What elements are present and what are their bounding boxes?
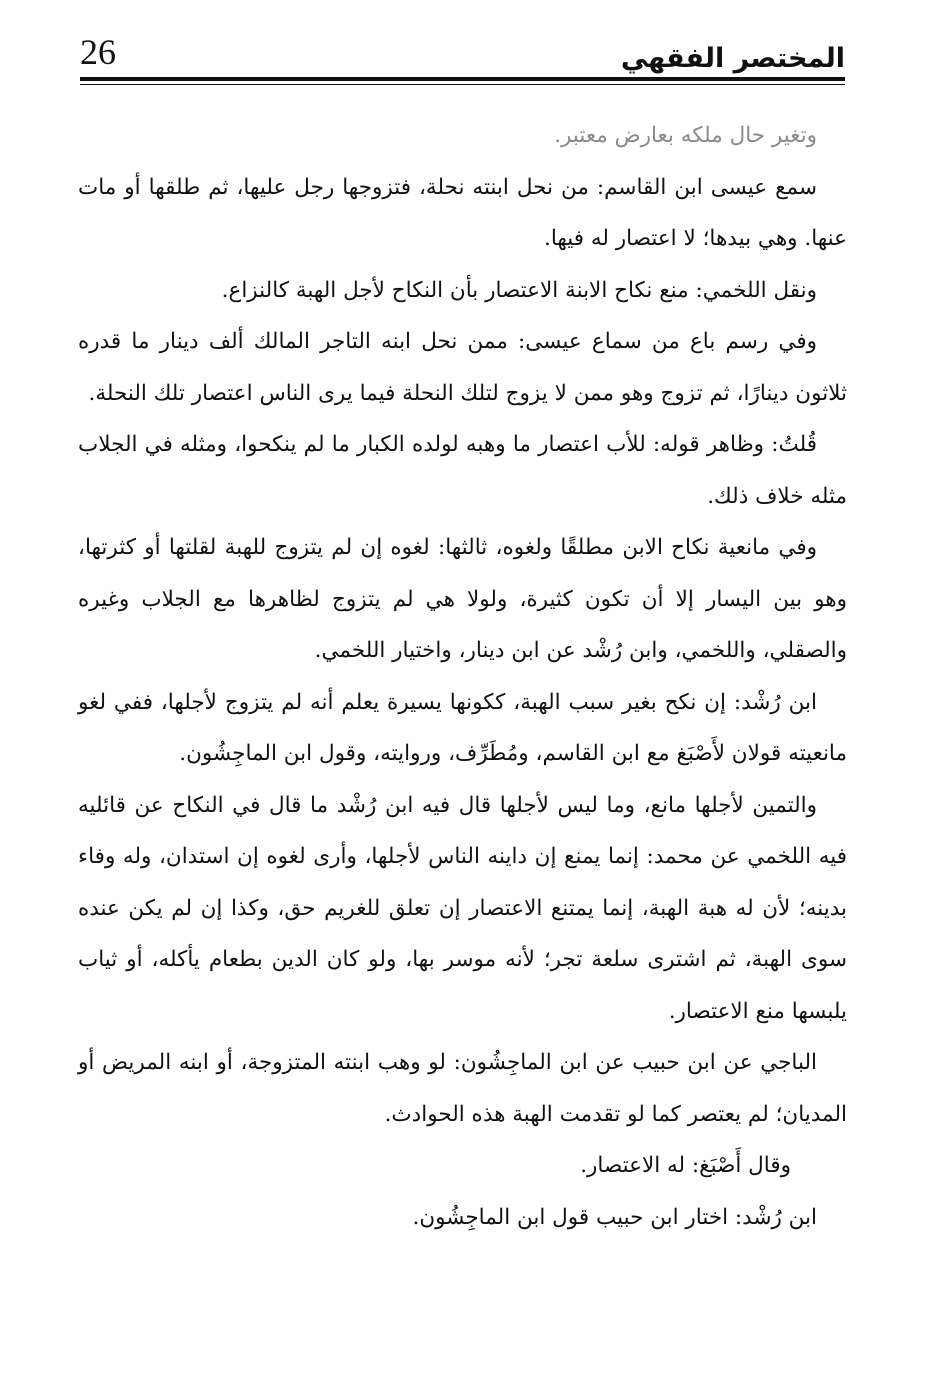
page-header — [80, 28, 845, 84]
paragraph: وفي رسم باع من سماع عيسى: ممن نحل ابنه التاجر المالك ألف دينار ما قدره ثلاثون دينارًا، ثم تزوج وهو ممن لا يزوج لتلك النحلة فيما يرى الناس اعتصار تلك النحلة. — [78, 329, 847, 406]
paragraph: سمع عيسى ابن القاسم: من نحل ابنته نحلة، فتزوجها رجل عليها، ثم طلقها أو مات عنها. وهي بيدها؛ لا اعتصار له فيها. — [78, 174, 847, 251]
paragraph: ابن رُشْد: اختار ابن حبيب قول ابن الماجِشُون. — [412, 1204, 817, 1230]
paragraph: وفي مانعية نكاح الابن مطلقًا ولغوه، ثالثها: لغوه إن لم يتزوج للهبة لقلتها أو كثرتها، وهو بين اليسار إلا أن تكون كثيرة، ولولا هي لم يتزوج لظاهرها مع الجلاب وغيره والصقلي، واللخمي، وابن رُشْد عن ابن دينار، واختيار اللخمي. — [78, 535, 847, 663]
book-title: المختصر الفقهي — [620, 43, 845, 74]
paragraph: ونقل اللخمي: منع نكاح الابنة الاعتصار بأن النكاح لأجل الهبة كالنزاع. — [221, 277, 817, 303]
header-rule-thin — [80, 84, 845, 85]
page-body — [78, 110, 847, 1243]
paragraph: وقال أَصْبَغ: له الاعتصار. — [580, 1153, 791, 1178]
paragraph: وتغير حال ملكه بعارض معتبر. — [554, 123, 817, 148]
header-rule-thick — [80, 77, 845, 81]
paragraph: قُلتُ: وظاهر قوله: للأب اعتصار ما وهبه لولده الكبار ما لم ينكحوا، ومثله في الجلاب مثله خلاف ذلك. — [78, 432, 847, 509]
paragraph: والتمين لأجلها مانع، وما ليس لأجلها قال فيه ابن رُشْد ما قال في النكاح عن قائليه فيه اللخمي عن محمد: إنما يمنع إن داينه الناس لأجلها، وأرى لغوه إن استدان، وله وفاء بدينه؛ لأن له هبة الهبة، إنما يمتنع الاعتصار إن تعلق للغريم حق، وكذا إن لم يكن عنده سوى الهبة، ثم اشترى سلعة تجر؛ لأنه موسر بها، ولو كان الدين بطعام يأكله، أو ثياب يلبسها منع الاعتصار. — [78, 792, 847, 1024]
paragraph: ابن رُشْد: إن نكح بغير سبب الهبة، ككونها يسيرة يعلم أنه لم يتزوج لأجلها، ففي لغو مانعيته قولان لأَصْبَغ مع ابن القاسم، ومُطَرِّف، وروايته، وقول ابن الماجِشُون. — [78, 689, 847, 766]
paragraph: الباجي عن ابن حبيب عن ابن الماجِشُون: لو وهب ابنته المتزوجة، أو ابنه المريض أو المديان؛ لم يعتصر كما لو تقدمت الهبة هذه الحوادث. — [78, 1050, 847, 1127]
page-number: 26 — [80, 32, 116, 72]
